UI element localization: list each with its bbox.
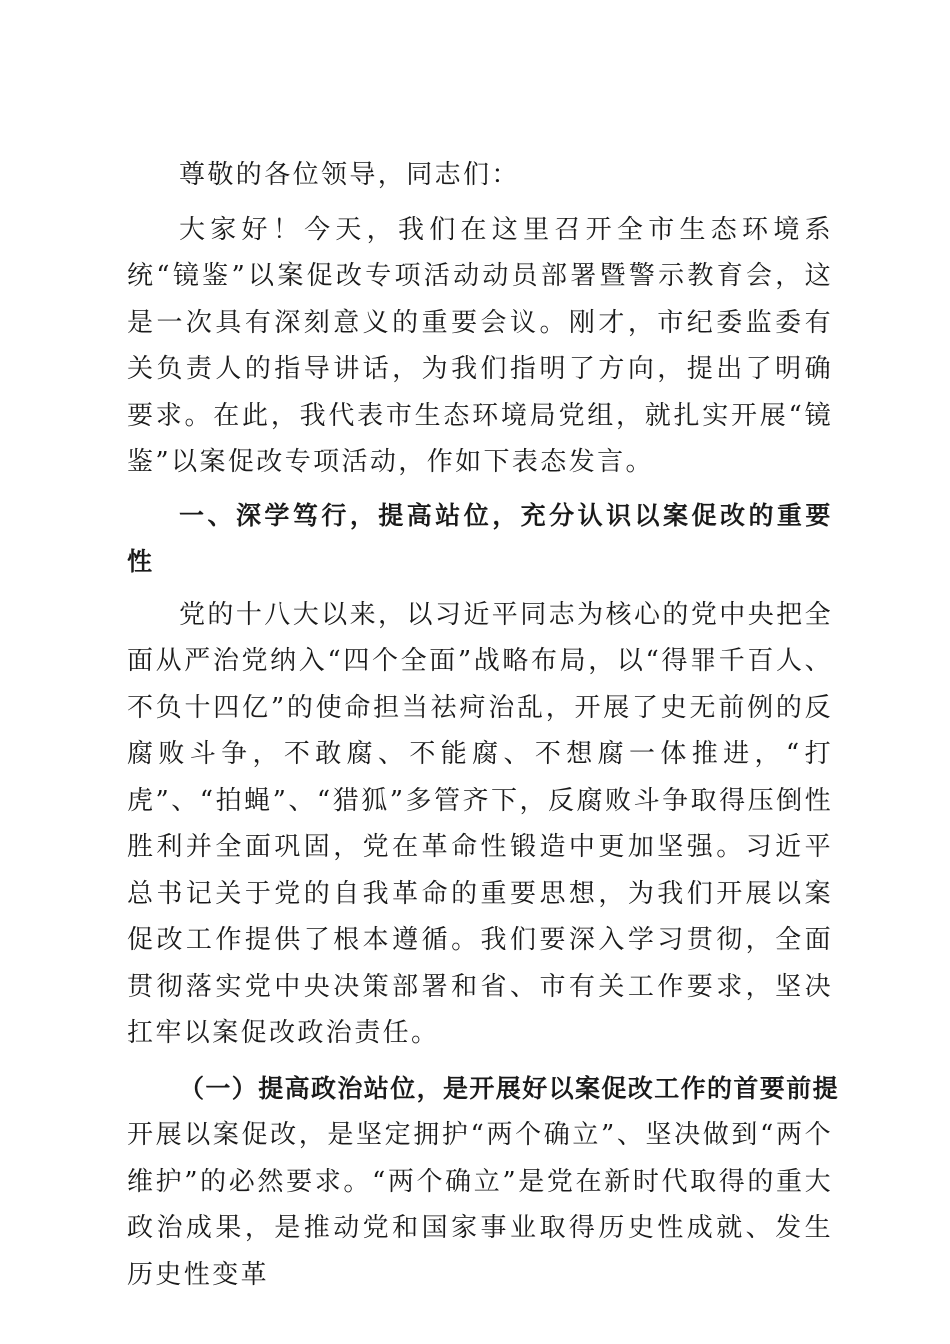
intro-paragraph: 大家好！今天，我们在这里召开全市生态环境系统“镜鉴”以案促改专项活动动员部署暨警示教育会，这是一次具有深刻意义的重要会议。刚才，市纪委监委有关负责人的指导讲话，为我们指明了方向，提出了明确要求。在此，我代表市生态环境局党组，就扎实开展“镜鉴”以案促改专项活动，作如下表态发言。 <box>127 214 833 477</box>
subsection-1-paragraph: 开展以案促改，是坚定拥护“两个确立”、坚决做到“两个维护”的必然要求。“两个确立”是党在新时代取得的重大政治成果，是推动党和国家事业取得历史性成就、发生历史性变革 <box>127 1120 833 1290</box>
section-heading-1: 一、深学笃行，提高站位，充分认识以案促改的重要性 <box>127 500 833 576</box>
salutation: 尊敬的各位领导，同志们： <box>179 160 520 190</box>
document-body <box>127 152 840 1298</box>
subsection-heading-1: （一）提高政治站位，是开展好以案促改工作的首要前提 <box>179 1073 840 1103</box>
section-1-paragraph: 党的十八大以来，以习近平同志为核心的党中央把全面从严治党纳入“四个全面”战略布局，以“得罪千百人、不负十四亿”的使命担当祛疴治乱，开展了史无前例的反腐败斗争，不敢腐、不能腐、不想腐一体推进，“打虎”、“拍蝇”、“猎狐”多管齐下，反腐败斗争取得压倒性胜利并全面巩固，党在革命性锻造中更加坚强。习近平总书记关于党的自我革命的重要思想，为我们开展以案促改工作提供了根本遵循。我们要深入学习贯彻，全面贯彻落实党中央决策部署和省、市有关工作要求，坚决扛牢以案促改政治责任。 <box>127 599 833 1048</box>
